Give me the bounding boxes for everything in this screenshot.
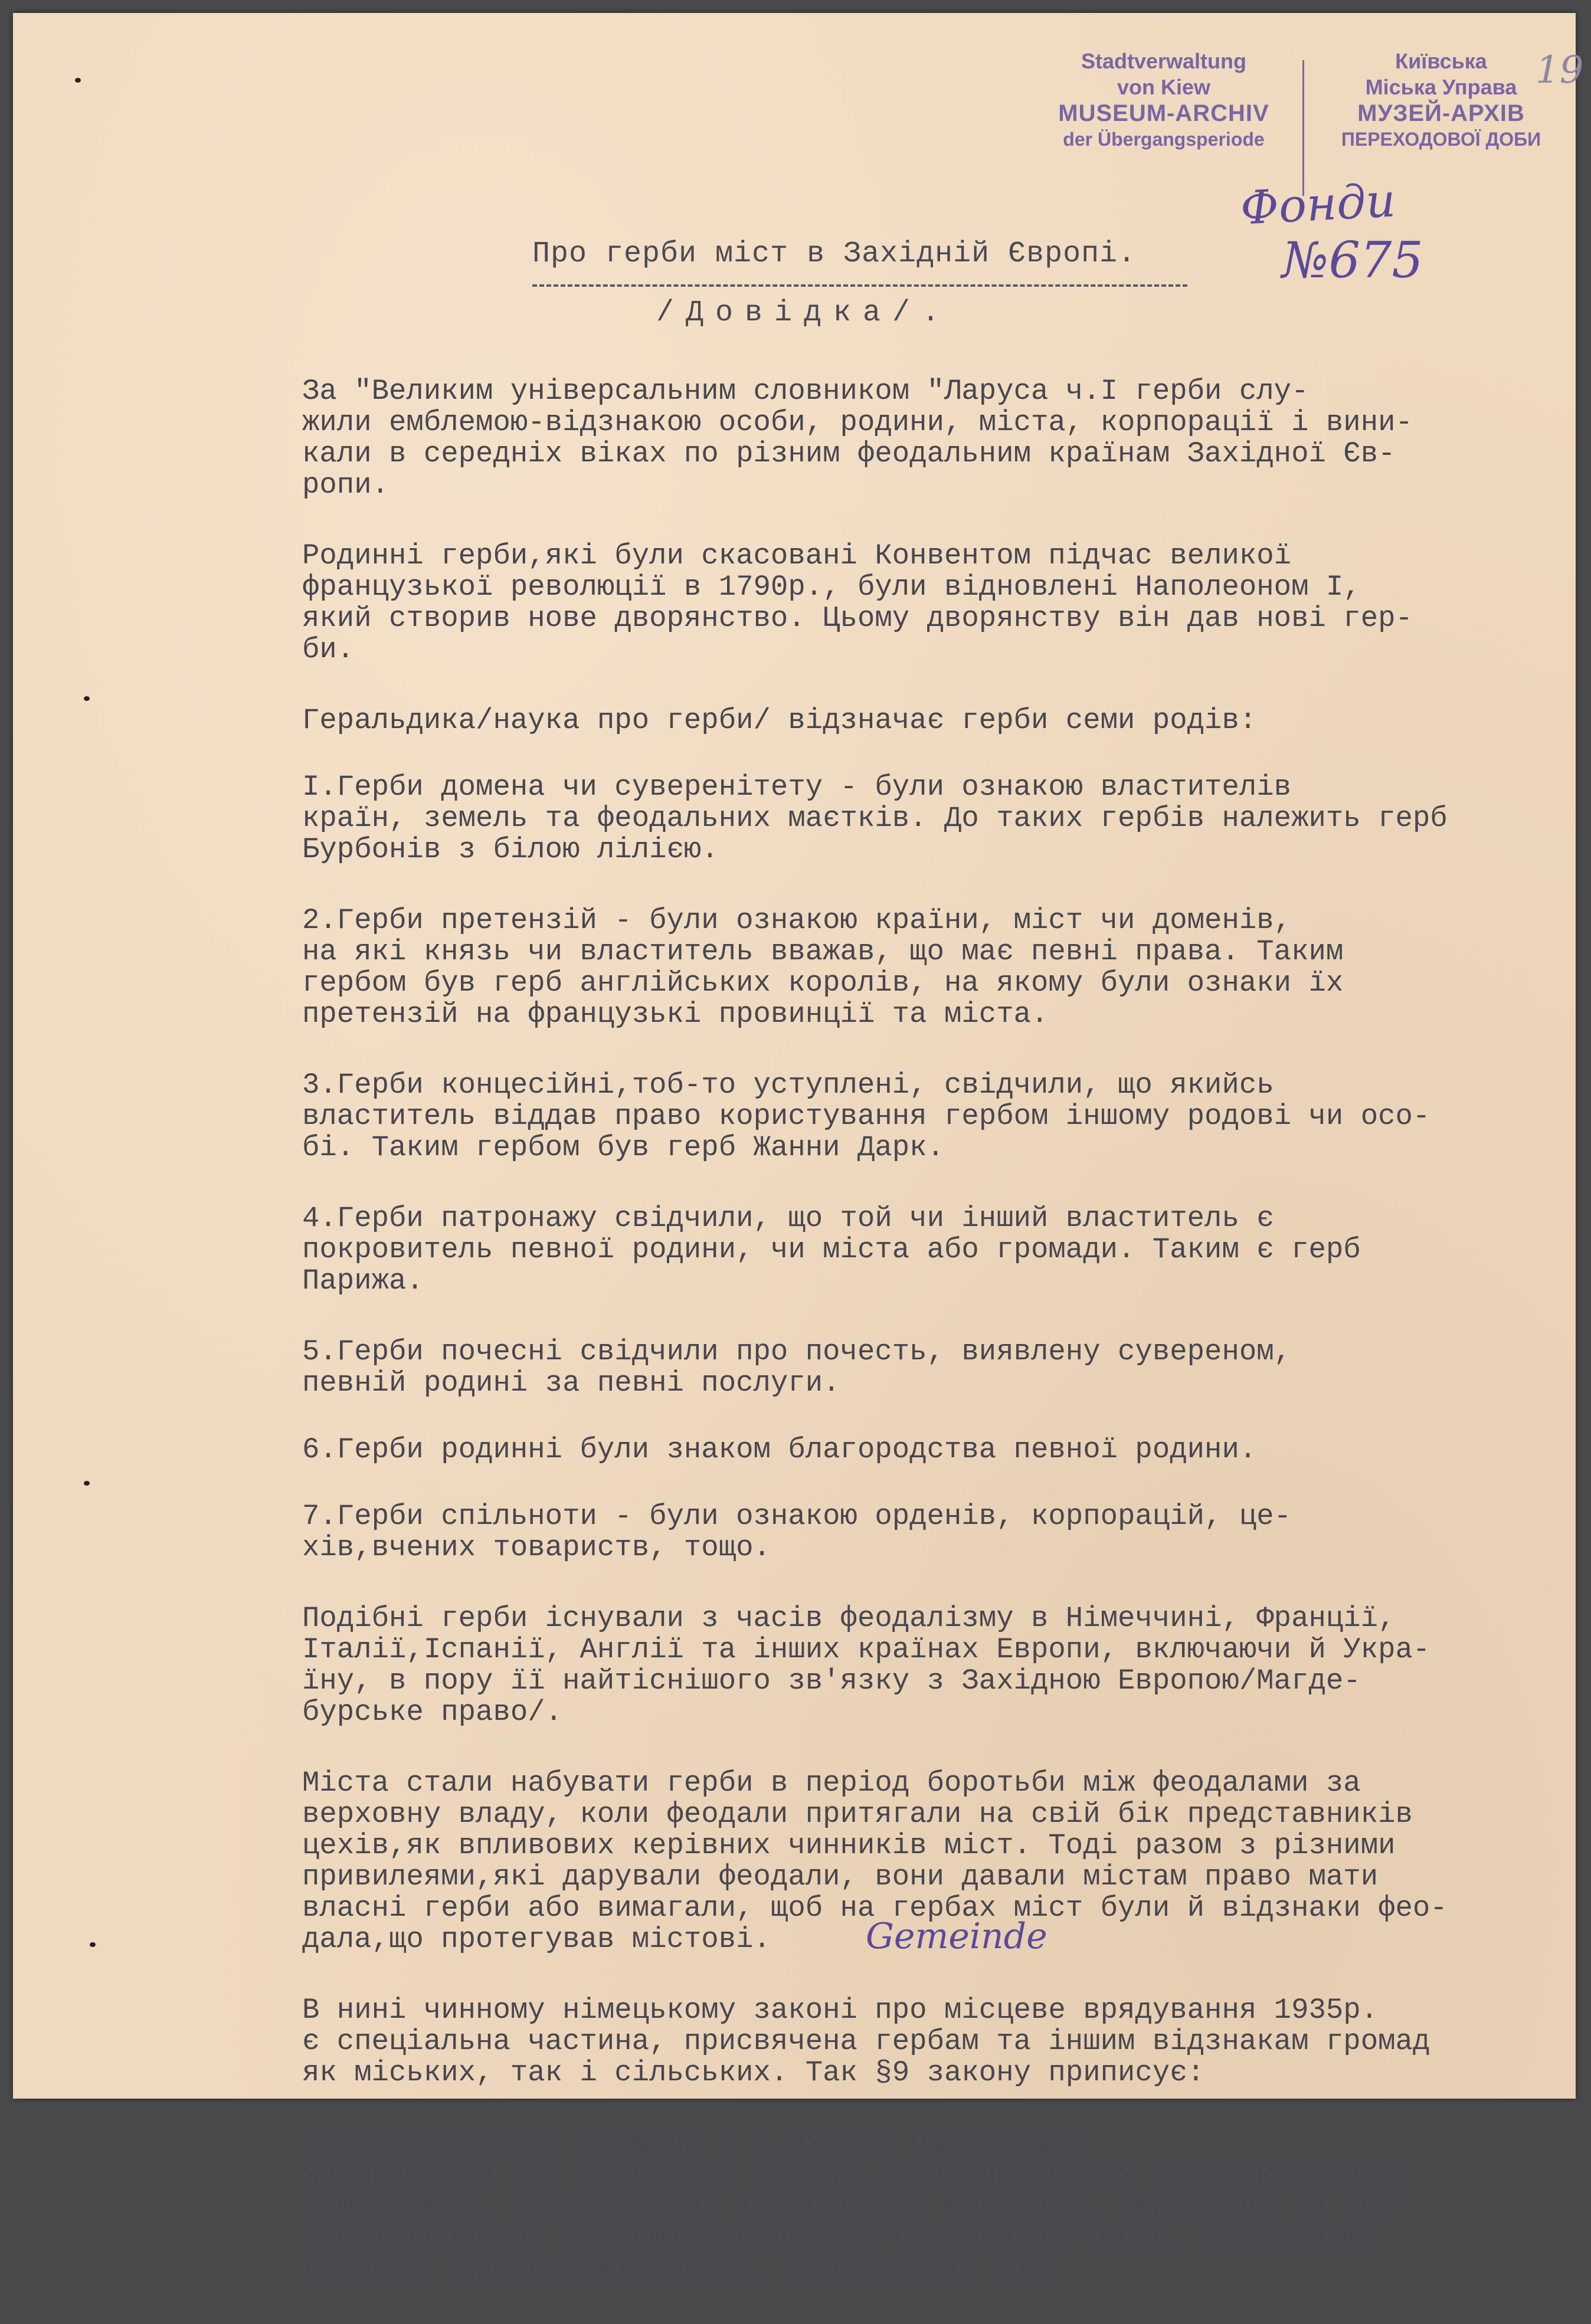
paragraph: 7.Герби спільноти - були ознакою орденів, корпорацій, це- хів,вчених товариств, тощо. [302,1500,1292,1564]
handwritten-gemeinde: Gemeinde [866,1916,1047,1957]
paragraph: За "Великим універсальним словником "Ларуса ч.І герби слу- жили емблемою-відзнакою особи, родини, міста, корпорації і вини- кали в середніх віках по різним феодальним країнам Західної Єв- ропи. [302,375,1413,501]
stamp-line: ПЕРЕХОДОВОЇ ДОБИ [1341,129,1541,150]
stamp-line: der Übergangsperiode [1063,129,1265,150]
page-number: 19 [1536,48,1584,92]
stamp-ukrainian-block [1314,48,1568,152]
binding-hole-mark [90,1942,96,1947]
paragraph: 2.Герби претензій - були ознакою країни, міст чи доменів, на які князь чи властитель вважав, що має певні права. Таким гербом був герб англійських королів, на якому були ознаки їх претензій на французькі провинції та міста. [302,904,1344,1031]
paragraph: І.Герби домена чи суверенітету - були ознакою властителів країн, земель та феодальних маєтків. До таких гербів належить герб Бурбонів з білою лілією. [302,771,1448,866]
handwritten-fonds-label: Фонди [1239,174,1397,235]
paragraph: 6.Герби родинні були знаком благородства певної родини. [302,1433,1257,1466]
document-body [302,376,1565,2324]
document-title: Про герби міст в Західній Європі. [532,237,1137,271]
binding-hole-mark [75,78,81,83]
paragraph: ...Містами суть громади / /,які до цього часу називаються так на основі закону. Громади можуть також набирати інших назв, основаних на історичному минулому, характері та зна- ченні громади. Райхсштадтгальтер /губернатор/ може, вислухавши громаду, пропонувати назву, або змінити її. [302,2127,1413,2285]
paragraph: 4.Герби патронажу свідчили, що той чи інший властитель є покровитель певної родини, чи міста або громади. Таким є герб Парижа. [302,1202,1361,1297]
stamp-line: Міська Управа [1365,75,1517,99]
stamp-line: Київська [1395,49,1487,73]
stamp-line: von Kiew [1117,75,1211,99]
stamp-line: Stadtverwaltung [1081,49,1247,73]
paragraph: Геральдика/наука про герби/ відзначає герби семи родів: [302,704,1257,737]
paragraph: Родинні герби,які були скасовані Конвентом підчас великої французької революції в 1790р., були відновлені Наполеоном І, який створив нове дворянство. Цьому дворянству він дав нові гер- би. [302,539,1413,666]
binding-hole-mark [84,1481,90,1486]
paragraph: Міста стали набувати герби в період боротьби між феодалами за верховну владу, коли феодали притягали на свій бік представників цехів,як впливових керівних чинників міст. Тоді разом з різними привилеями,які дарували феодали, вони давали містам право мати власні герби або вимагали, щоб на гербах міст були й відзнаки фео- дала,що протегував містові. [302,1766,1448,1956]
paragraph: В нині чинному німецькому законі про місцеве врядування 1935р. є спеціальна частина, присвячена гербам та іншим відзнакам громад як міських, так і сільських. Так §9 закону приписує: [302,1994,1430,2089]
paragraph: 5.Герби почесні свідчили про почесть, виявлену сувереном, певній родині за певні послуги. [302,1335,1292,1399]
document-page [13,13,1584,2285]
stamp-line: MUSEUM-ARCHIV [1058,100,1269,126]
handwritten-fonds-number: №675 [1282,231,1423,289]
stamp-divider [1302,60,1304,196]
paragraph: Подібні герби існували з часів феодалізму в Німеччині, Франції, Італії,Іспанії, Англії та інших країнах Европи, включаючи й Укра- їну, в пору її найтіснішого зв'язку з Західною Европою/Магде- бурське право/. [302,1602,1430,1729]
binding-hole-mark [84,696,90,701]
paragraph: 3.Герби концесійні,тоб-то уступлені, свідчили, що якийсь властитель віддав право користування гербом іншому родові чи осо- бі. Таким гербом був герб Жанни Дарк. [302,1068,1430,1164]
document-subtitle: /Довідка/. [656,296,952,330]
stamp-line: МУЗЕЙ-АРХІВ [1357,100,1525,126]
stamp-german-block [1025,48,1302,152]
title-underline [532,284,1187,287]
